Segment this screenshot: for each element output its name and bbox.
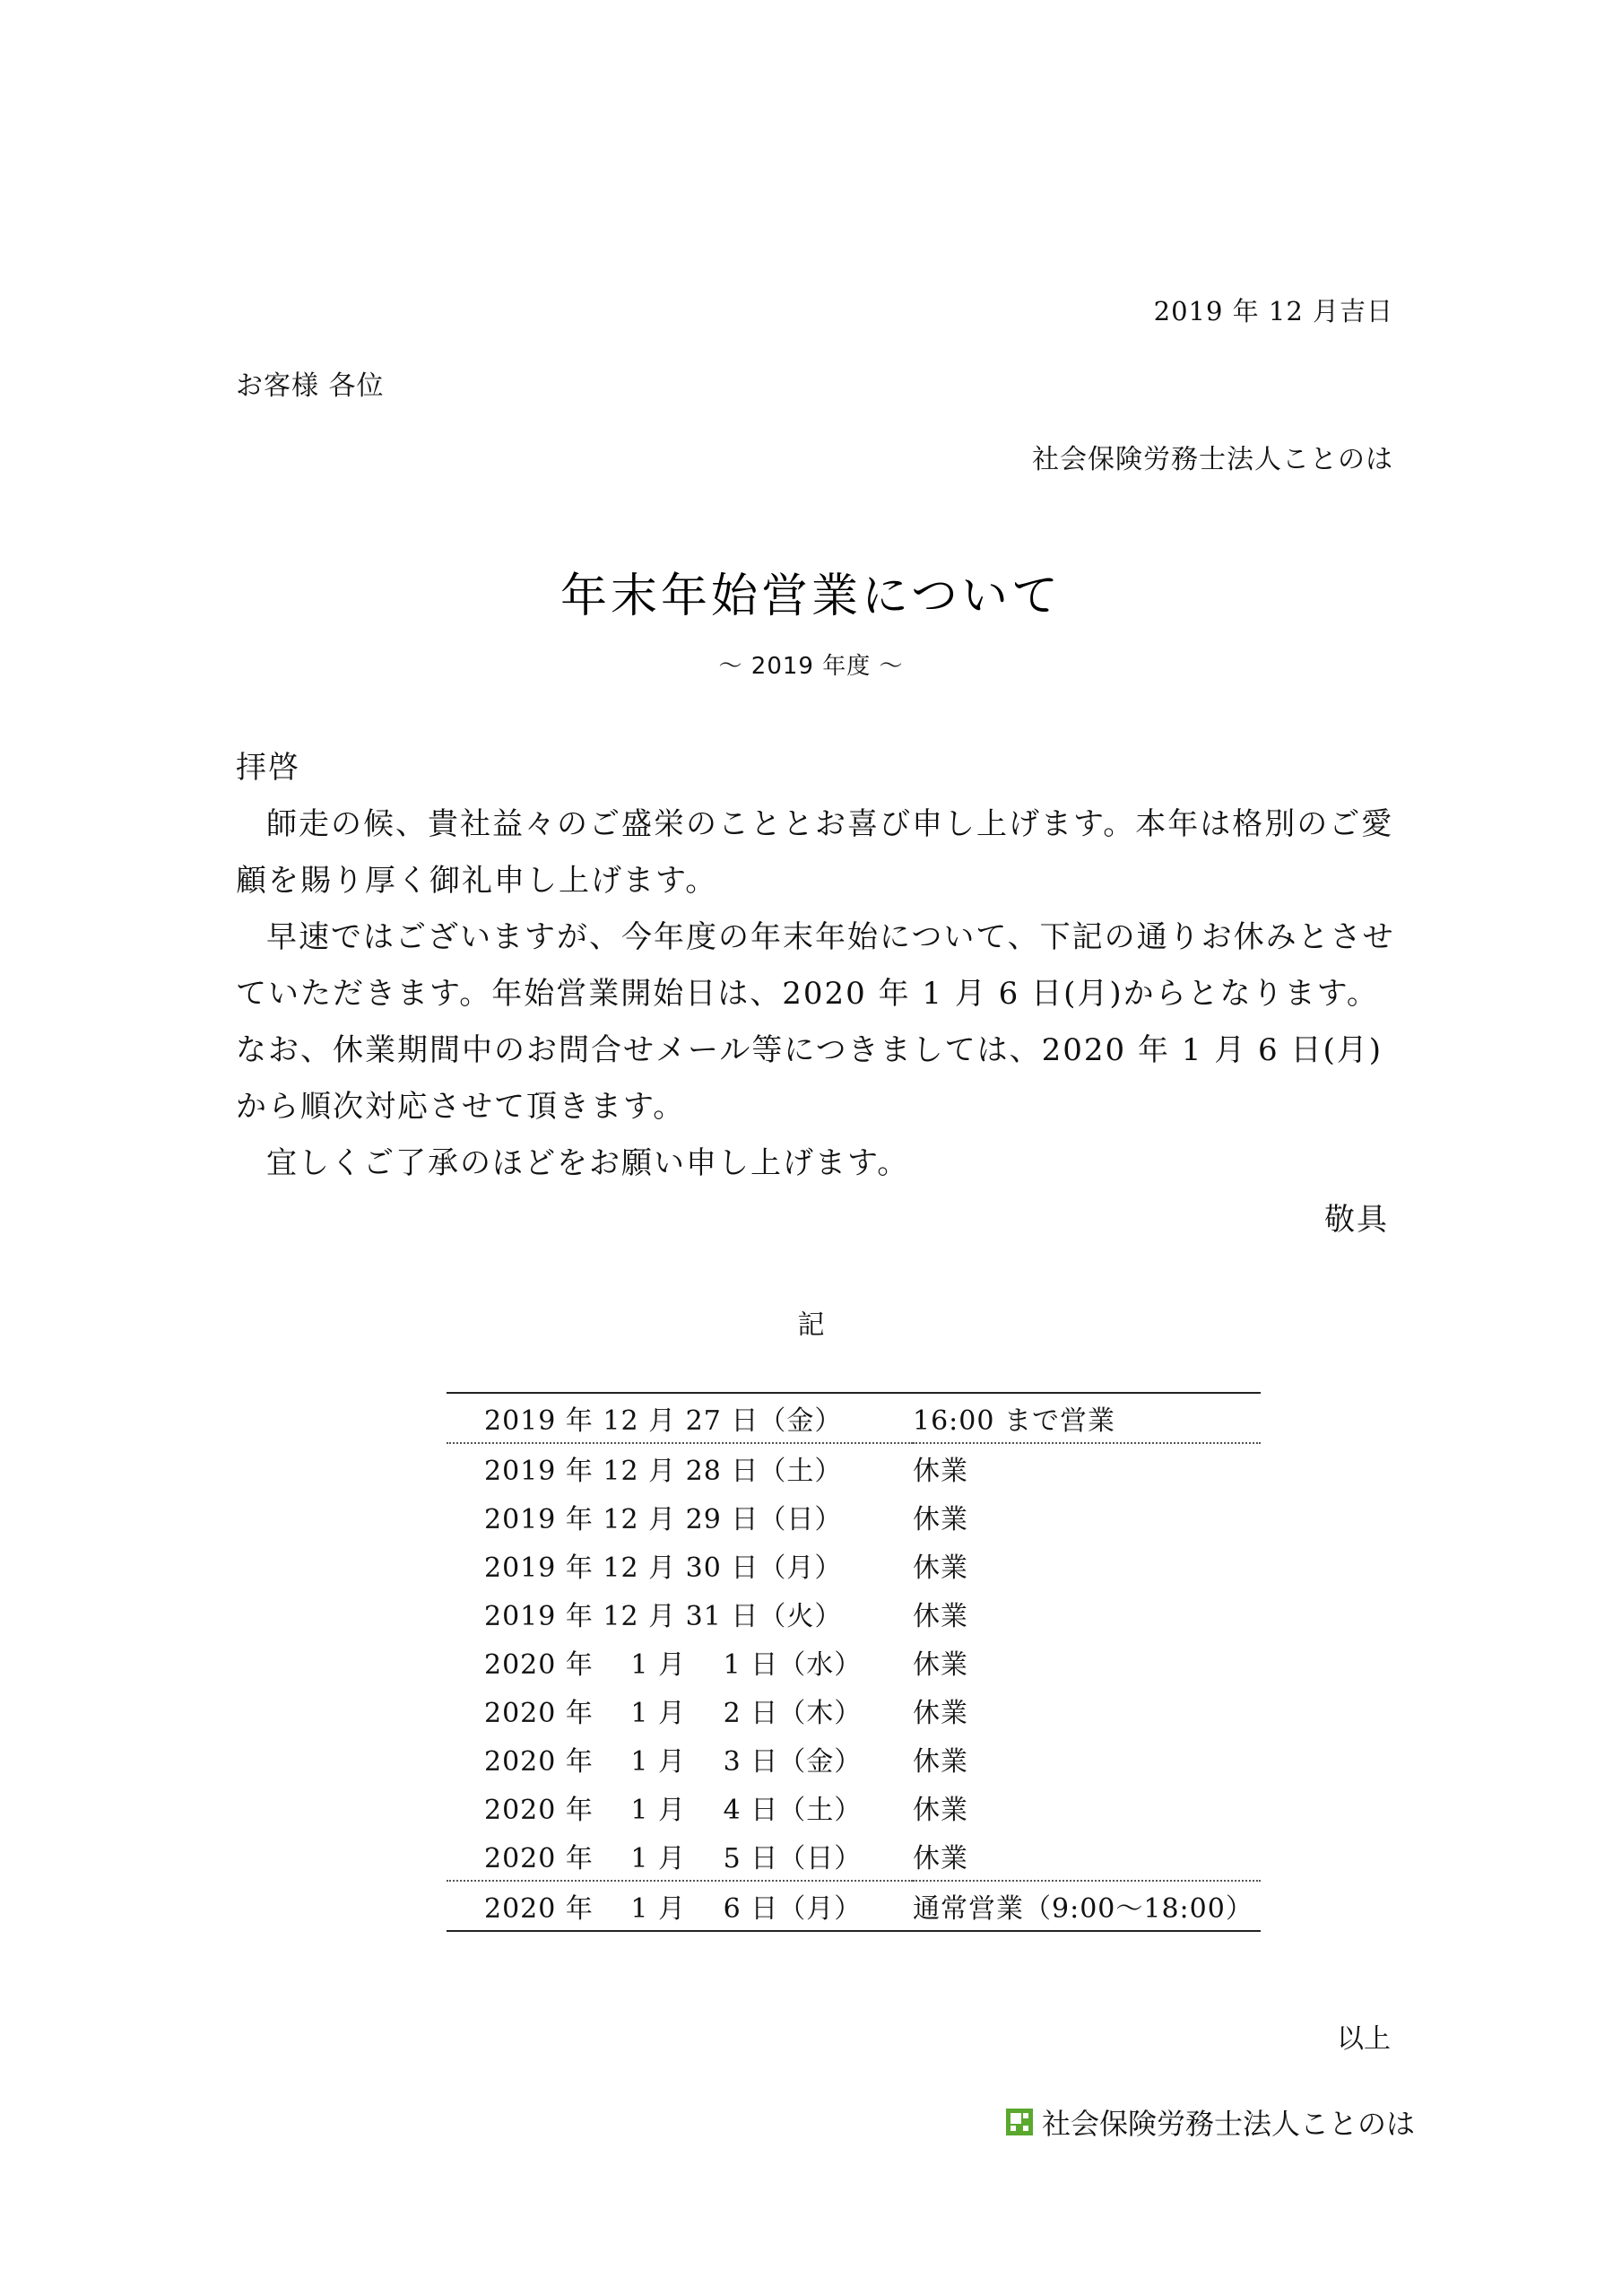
closing: 敬具 [1324, 1202, 1389, 1238]
table-row [447, 1881, 1261, 1931]
schedule-status: 休業 [913, 1746, 968, 1778]
schedule-date: 2020 年 1 月 2 日（木） [484, 1698, 863, 1729]
document-subtitle: ～ 2019 年度 ～ [718, 653, 904, 680]
schedule-status: 休業 [913, 1552, 968, 1584]
table-row [447, 1638, 1261, 1686]
document-title: 年末年始営業について [560, 570, 1062, 623]
schedule-date: 2020 年 1 月 6 日（月） [447, 1881, 913, 1931]
schedule-date: 2019 年 12 月 27 日（金） [447, 1393, 913, 1443]
table-row [447, 1492, 1261, 1541]
schedule-status: 休業 [913, 1698, 968, 1729]
schedule-status: 休業 [913, 1504, 968, 1535]
ki-heading: 記 [797, 1309, 825, 1341]
table-row [447, 1443, 1261, 1492]
table-row [447, 1686, 1261, 1735]
schedule-table [447, 1392, 1261, 1932]
recipient: お客様 各位 [236, 370, 385, 402]
schedule-status: 休業 [913, 1601, 968, 1632]
schedule-date: 2019 年 12 月 31 日（火） [484, 1601, 843, 1632]
letter-body [236, 740, 1401, 1248]
table-row [447, 1393, 1261, 1443]
schedule-status: 休業 [913, 1795, 968, 1826]
schedule-status: 休業 [913, 1843, 968, 1874]
table-row [447, 1831, 1261, 1881]
table-row [447, 1783, 1261, 1831]
schedule-date: 2020 年 1 月 4 日（土） [484, 1795, 863, 1826]
company-logo-icon [1006, 2109, 1033, 2135]
end-mark: 以上 [1337, 2023, 1391, 2055]
footer [1006, 2101, 1415, 2143]
schedule-date: 2020 年 1 月 5 日（日） [484, 1843, 863, 1874]
table-row [447, 1541, 1261, 1589]
schedule-status: 休業 [913, 1649, 968, 1681]
paragraph-request: 宜しくご了承のほどをお願い申し上げます。 [266, 1145, 910, 1181]
paragraph-notice: 早速ではございますが、今年度の年末年始について、下記の通りお休みとさせていただきます。年始営業開始日は、2020 年 1 月 6 日(月)からとなります。なお、休業期間中のお問合せメール等につきましては、2020 年 1 月 6 日(月)から順次対応させて頂きます。 [236, 919, 1395, 1125]
schedule-date: 2020 年 1 月 1 日（水） [484, 1649, 863, 1681]
table-row [447, 1589, 1261, 1638]
schedule-date: 2020 年 1 月 3 日（金） [484, 1746, 863, 1778]
footer-company-name: 社会保険労務士法人ことのは [1042, 2107, 1416, 2141]
schedule-status: 通常営業（9:00～18:00） [913, 1881, 1261, 1931]
schedule-date: 2019 年 12 月 28 日（土） [484, 1456, 843, 1487]
document-date: 2019 年 12 月吉日 [1153, 296, 1393, 326]
schedule-status: 16:00 まで営業 [913, 1393, 1261, 1443]
salutation: 拝啓 [236, 750, 300, 786]
schedule-date: 2019 年 12 月 29 日（日） [484, 1504, 843, 1535]
sender: 社会保険労務士法人ことのは [1032, 444, 1393, 475]
schedule-status: 休業 [913, 1456, 968, 1487]
schedule-date: 2019 年 12 月 30 日（月） [484, 1552, 843, 1584]
paragraph-greeting: 師走の候、貴社益々のご盛栄のこととお喜び申し上げます。本年は格別のご愛顧を賜り厚く御礼申し上げます。 [236, 806, 1394, 899]
table-row [447, 1735, 1261, 1783]
